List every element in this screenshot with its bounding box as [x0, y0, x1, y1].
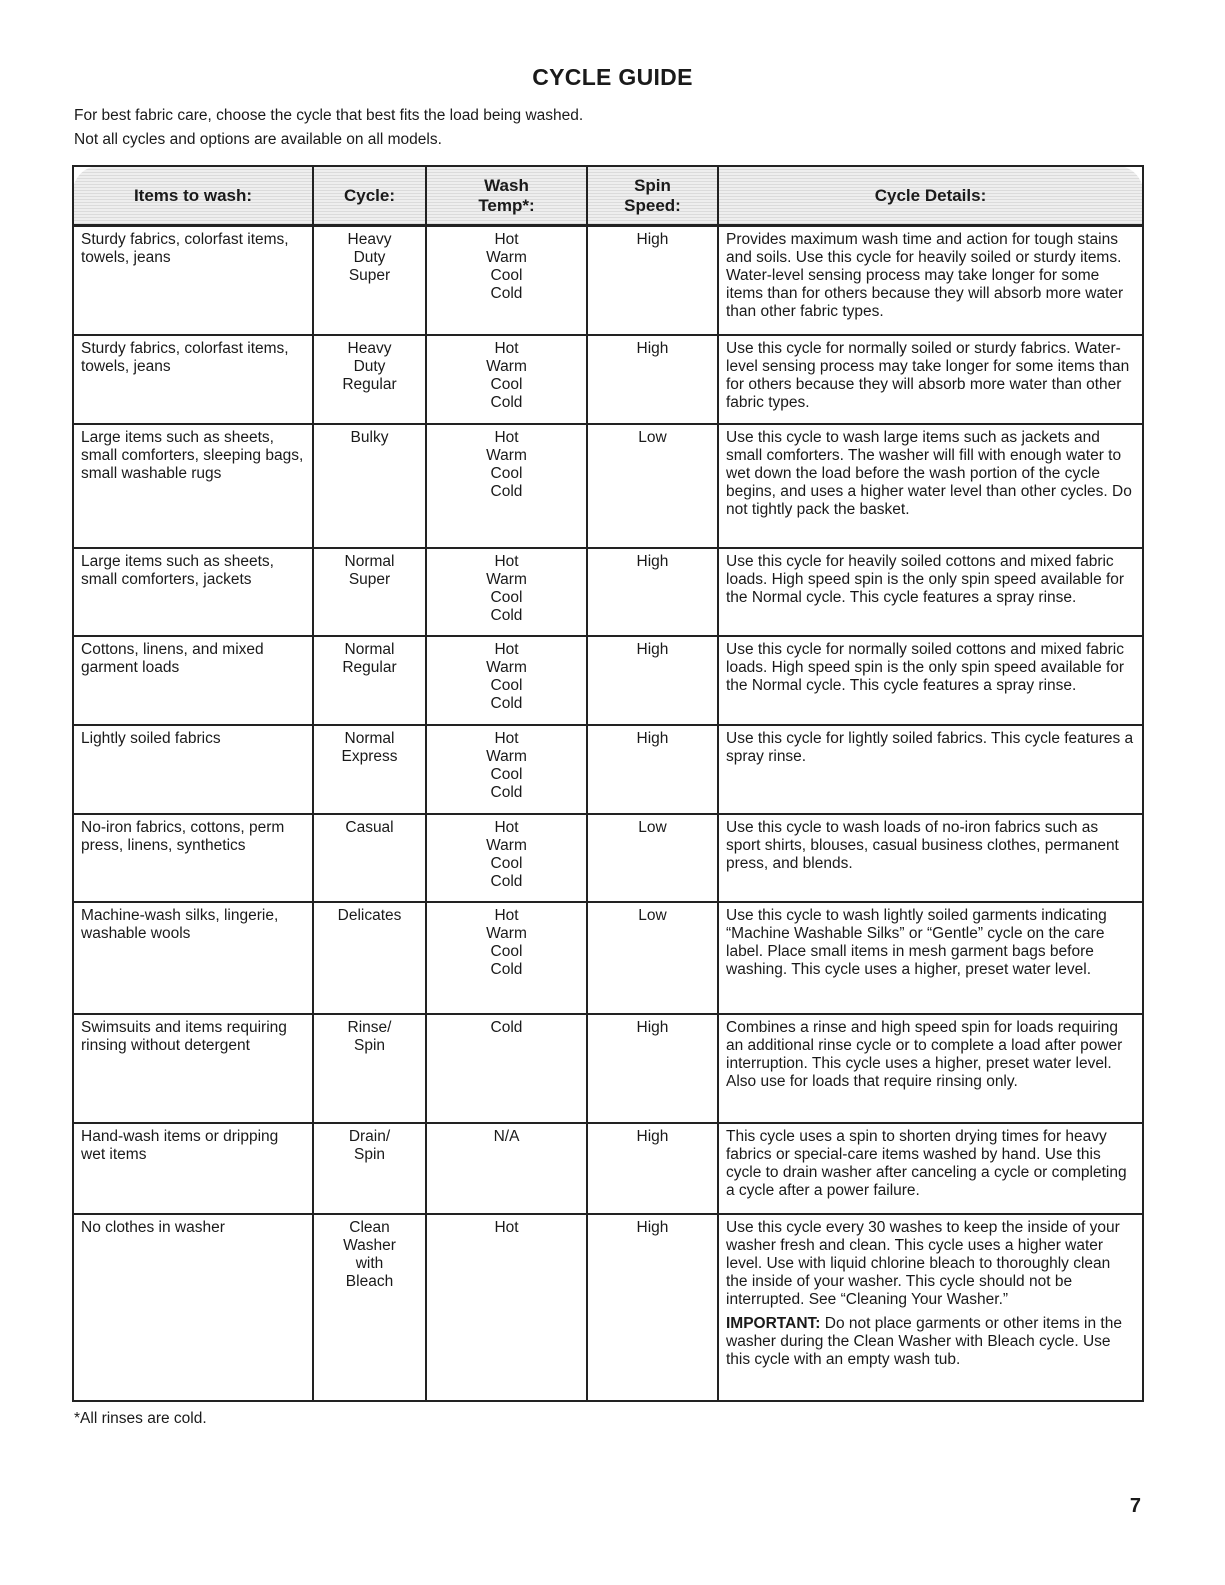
- details-text: Use this cycle for normally soiled cottons and mixed fabric loads. High speed spin is the only spin speed available for the Normal cycle. This cycle features a spray rinse.: [726, 640, 1125, 694]
- details-text: Provides maximum wash time and action for tough stains and soils. Use this cycle for heavily soiled or sturdy items. Water-level sensing process may take longer for some items than for others because they will absorb more water than other fabric types.: [726, 231, 1124, 320]
- temp-cell: [426, 424, 587, 548]
- temp-option: Cold: [490, 694, 523, 712]
- cycle-name-line: Express: [341, 747, 398, 765]
- items-cell: [73, 548, 313, 636]
- important-label: IMPORTANT:: [726, 1314, 821, 1332]
- spin-cell: [587, 636, 718, 725]
- cycle-name-line: Super: [348, 570, 391, 588]
- cycle-name-line: Drain/: [348, 1127, 391, 1145]
- cycle-name-line: Normal: [344, 640, 395, 658]
- spin-speed-text: Low: [638, 428, 667, 446]
- table-body: [73, 226, 1143, 1401]
- temp-option: Cold: [490, 482, 523, 500]
- temp-option: Warm: [486, 446, 527, 464]
- details-cell: [718, 548, 1143, 636]
- spin-speed-text: High: [636, 339, 669, 357]
- items-cell: [73, 424, 313, 548]
- cycle-name-line: Normal: [344, 552, 395, 570]
- temp-option: Warm: [486, 658, 527, 676]
- temp-option: Warm: [486, 924, 527, 942]
- cycle-cell: [313, 636, 426, 725]
- cycle-cell: [313, 1214, 426, 1401]
- table-row: [73, 636, 1143, 725]
- cycle-name-line: Normal: [344, 729, 395, 747]
- table-row: [73, 725, 1143, 814]
- temp-option: Cold: [490, 393, 523, 411]
- temp-option: Hot: [494, 428, 519, 446]
- cycle-guide-table: [72, 165, 1144, 1402]
- temp-option: Warm: [486, 570, 527, 588]
- details-cell: [718, 902, 1143, 1014]
- page-number: 7: [1129, 1495, 1141, 1517]
- temp-option: Cool: [490, 854, 523, 872]
- cycle-cell: [313, 902, 426, 1014]
- cycle-name-line: Bulky: [350, 428, 389, 446]
- intro-line-2: Not all cycles and options are available on all models.: [74, 131, 442, 148]
- intro-line-1: For best fabric care, choose the cycle that best fits the load being washed.: [74, 107, 584, 124]
- items-cell: [73, 725, 313, 814]
- temp-option: Hot: [494, 231, 519, 248]
- spin-speed-text: Low: [638, 818, 667, 836]
- details-text: Use this cycle for heavily soiled cottons and mixed fabric loads. High speed spin is the only spin speed available for the Normal cycle. This cycle features a spray rinse.: [726, 552, 1125, 606]
- items-cell: [73, 814, 313, 902]
- spin-cell: [587, 902, 718, 1014]
- items-text: Large items such as sheets, small comforters, sleeping bags, small washable rugs: [81, 428, 304, 482]
- details-text: Use this cycle every 30 washes to keep the inside of your washer fresh and clean. This cycle uses a higher water level. Use with liquid chlorine bleach to thoroughly clean the inside of your washer. This cycle should not be interrupted. See “Cleaning Your Washer.”: [726, 1218, 1120, 1308]
- cycle-cell: [313, 424, 426, 548]
- temp-option: Warm: [486, 249, 527, 266]
- spin-cell: [587, 226, 718, 335]
- items-cell: [73, 1014, 313, 1123]
- cycle-cell: [313, 335, 426, 424]
- temp-option: Cool: [490, 375, 523, 393]
- temp-option: Hot: [494, 640, 519, 658]
- temp-option: Cool: [490, 464, 523, 482]
- table-row: [73, 226, 1143, 335]
- items-text: Machine-wash silks, lingerie, washable wools: [81, 906, 279, 942]
- cycle-cell: [313, 814, 426, 902]
- temp-cell: [426, 725, 587, 814]
- temp-cell: [426, 548, 587, 636]
- cycle-name-line: Washer: [343, 1236, 396, 1254]
- details-cell: [718, 1014, 1143, 1123]
- spin-cell: [587, 335, 718, 424]
- spin-cell: [587, 1214, 718, 1401]
- details-text: Use this cycle for normally soiled or sturdy fabrics. Water-level sensing process may take longer for some items than for others because they will absorb more water than other fabric types.: [726, 339, 1130, 411]
- table-row: [73, 1123, 1143, 1214]
- important-text: Do not place garments or other items in the washer during the Clean Washer with Bleach cycle. Use this cycle with an empty wash tub.: [726, 1314, 1122, 1368]
- temp-option: Cool: [490, 676, 523, 694]
- important-note: [726, 1315, 1135, 1369]
- temp-option: Hot: [494, 818, 519, 836]
- items-cell: [73, 902, 313, 1014]
- items-text: No clothes in washer: [81, 1218, 225, 1236]
- items-cell: [73, 1123, 313, 1214]
- cycle-name-line: Regular: [342, 658, 397, 676]
- temp-cell: [426, 1123, 587, 1214]
- cycle-name-line: Duty: [353, 249, 386, 266]
- temp-option: Cold: [490, 872, 523, 890]
- items-text: No-iron fabrics, cottons, perm press, linens, synthetics: [81, 818, 285, 854]
- temp-option: Cold: [490, 285, 523, 302]
- temp-option: Hot: [494, 1218, 519, 1236]
- details-text: Use this cycle to wash large items such as jackets and small comforters. The washer will fill with enough water to wet down the load before the wash portion of the cycle begins, and uses a higher water level than other cycles. Do not tightly pack the basket.: [726, 428, 1132, 518]
- spin-cell: [587, 814, 718, 902]
- temp-option: Cool: [490, 942, 523, 960]
- temp-option: Cold: [490, 1018, 523, 1036]
- temp-option: Warm: [486, 357, 527, 375]
- details-cell: [718, 636, 1143, 725]
- items-cell: [73, 226, 313, 335]
- spin-cell: [587, 548, 718, 636]
- temp-option: Warm: [486, 747, 527, 765]
- details-cell: [718, 725, 1143, 814]
- spin-speed-text: High: [636, 231, 669, 248]
- spin-speed-text: High: [636, 729, 669, 747]
- details-text: Use this cycle for lightly soiled fabrics. This cycle features a spray rinse.: [726, 729, 1134, 765]
- cycle-name-line: Duty: [353, 357, 386, 375]
- temp-cell: [426, 636, 587, 725]
- header-cycle-details: Cycle Details:: [718, 166, 1143, 226]
- items-text: Sturdy fabrics, colorfast items, towels, jeans: [81, 231, 289, 266]
- cycle-name-line: Spin: [353, 1036, 386, 1054]
- temp-option: Hot: [494, 552, 519, 570]
- table-row: [73, 902, 1143, 1014]
- header-cycle: Cycle:: [313, 166, 426, 226]
- table-row: [73, 548, 1143, 636]
- details-cell: [718, 335, 1143, 424]
- temp-cell: [426, 814, 587, 902]
- header-wash-temp: Wash Temp*:: [426, 166, 587, 226]
- cycle-cell: [313, 1123, 426, 1214]
- temp-option: Cold: [490, 606, 523, 624]
- cycle-name-line: Rinse/: [347, 1018, 392, 1036]
- temp-cell: [426, 1014, 587, 1123]
- spin-speed-text: High: [636, 552, 669, 570]
- cycle-name-line: Delicates: [337, 906, 402, 924]
- temp-cell: [426, 902, 587, 1014]
- items-cell: [73, 335, 313, 424]
- items-text: Large items such as sheets, small comforters, jackets: [81, 552, 274, 588]
- spin-speed-text: Low: [638, 906, 667, 924]
- temp-option: Cool: [490, 588, 523, 606]
- header-spin-speed: Spin Speed:: [587, 166, 718, 226]
- table-row: [73, 1014, 1143, 1123]
- temp-option: Cool: [490, 267, 523, 284]
- cycle-name-line: Regular: [342, 375, 397, 393]
- items-text: Swimsuits and items requiring rinsing without detergent: [81, 1018, 287, 1054]
- items-cell: [73, 1214, 313, 1401]
- cycle-name-line: Bleach: [345, 1272, 394, 1290]
- temp-option: Hot: [494, 339, 519, 357]
- items-cell: [73, 636, 313, 725]
- cycle-name-line: Heavy: [347, 339, 392, 357]
- details-cell: [718, 424, 1143, 548]
- temp-option: Warm: [486, 836, 527, 854]
- details-cell: [718, 226, 1143, 335]
- spin-speed-text: High: [636, 640, 669, 658]
- page-title: CYCLE GUIDE: [532, 64, 693, 90]
- cycle-cell: [313, 725, 426, 814]
- temp-option: Cool: [490, 765, 523, 783]
- table-row: [73, 814, 1143, 902]
- details-text: Use this cycle to wash lightly soiled garments indicating “Machine Washable Silks” or “Gentle” cycle on the care label. Place small items in mesh garment bags before washing. This cycle uses a higher, preset water level.: [726, 906, 1107, 978]
- cycle-cell: [313, 226, 426, 335]
- spin-cell: [587, 1123, 718, 1214]
- details-cell: [718, 814, 1143, 902]
- table-header: [73, 166, 1143, 226]
- cycle-name-line: Clean: [349, 1218, 390, 1236]
- details-cell: [718, 1214, 1143, 1401]
- table-row: [73, 335, 1143, 424]
- details-text: Use this cycle to wash loads of no-iron fabrics such as sport shirts, blouses, casual business clothes, permanent press, and blends.: [726, 818, 1119, 872]
- cycle-name-line: Spin: [353, 1145, 386, 1163]
- header-items: Items to wash:: [73, 166, 313, 226]
- spin-speed-text: High: [636, 1127, 669, 1145]
- spin-cell: [587, 1014, 718, 1123]
- temp-cell: [426, 226, 587, 335]
- spin-speed-text: High: [636, 1218, 669, 1236]
- temp-option: Hot: [494, 906, 519, 924]
- cycle-cell: [313, 1014, 426, 1123]
- cycle-name-line: Super: [348, 267, 391, 284]
- cycle-name-line: with: [355, 1254, 384, 1272]
- temp-option: N/A: [493, 1127, 520, 1145]
- spin-cell: [587, 725, 718, 814]
- items-text: Cottons, linens, and mixed garment loads: [81, 640, 264, 676]
- items-text: Hand-wash items or dripping wet items: [81, 1127, 279, 1163]
- cycle-name-line: Heavy: [347, 231, 392, 248]
- cycle-name-line: Casual: [345, 818, 394, 836]
- temp-option: Cold: [490, 783, 523, 801]
- cycle-cell: [313, 548, 426, 636]
- details-text: Combines a rinse and high speed spin for loads requiring an additional rinse cycle or to complete a load after power interruption. This cycle uses a higher, preset water level. Also use for loads that require rinsing only.: [726, 1018, 1123, 1090]
- temp-option: Cold: [490, 960, 523, 978]
- details-cell: [718, 1123, 1143, 1214]
- table-row: [73, 1214, 1143, 1401]
- details-text: This cycle uses a spin to shorten drying times for heavy fabrics or special-care items washed by hand. Use this cycle to drain washer after canceling a cycle or completing a cycle after a power failure.: [726, 1127, 1127, 1199]
- items-text: Sturdy fabrics, colorfast items, towels, jeans: [81, 339, 289, 375]
- items-text: Lightly soiled fabrics: [81, 729, 221, 747]
- spin-cell: [587, 424, 718, 548]
- table-row: [73, 424, 1143, 548]
- temp-cell: [426, 1214, 587, 1401]
- footnote: *All rinses are cold.: [74, 1410, 207, 1427]
- temp-cell: [426, 335, 587, 424]
- spin-speed-text: High: [636, 1018, 669, 1036]
- temp-option: Hot: [494, 729, 519, 747]
